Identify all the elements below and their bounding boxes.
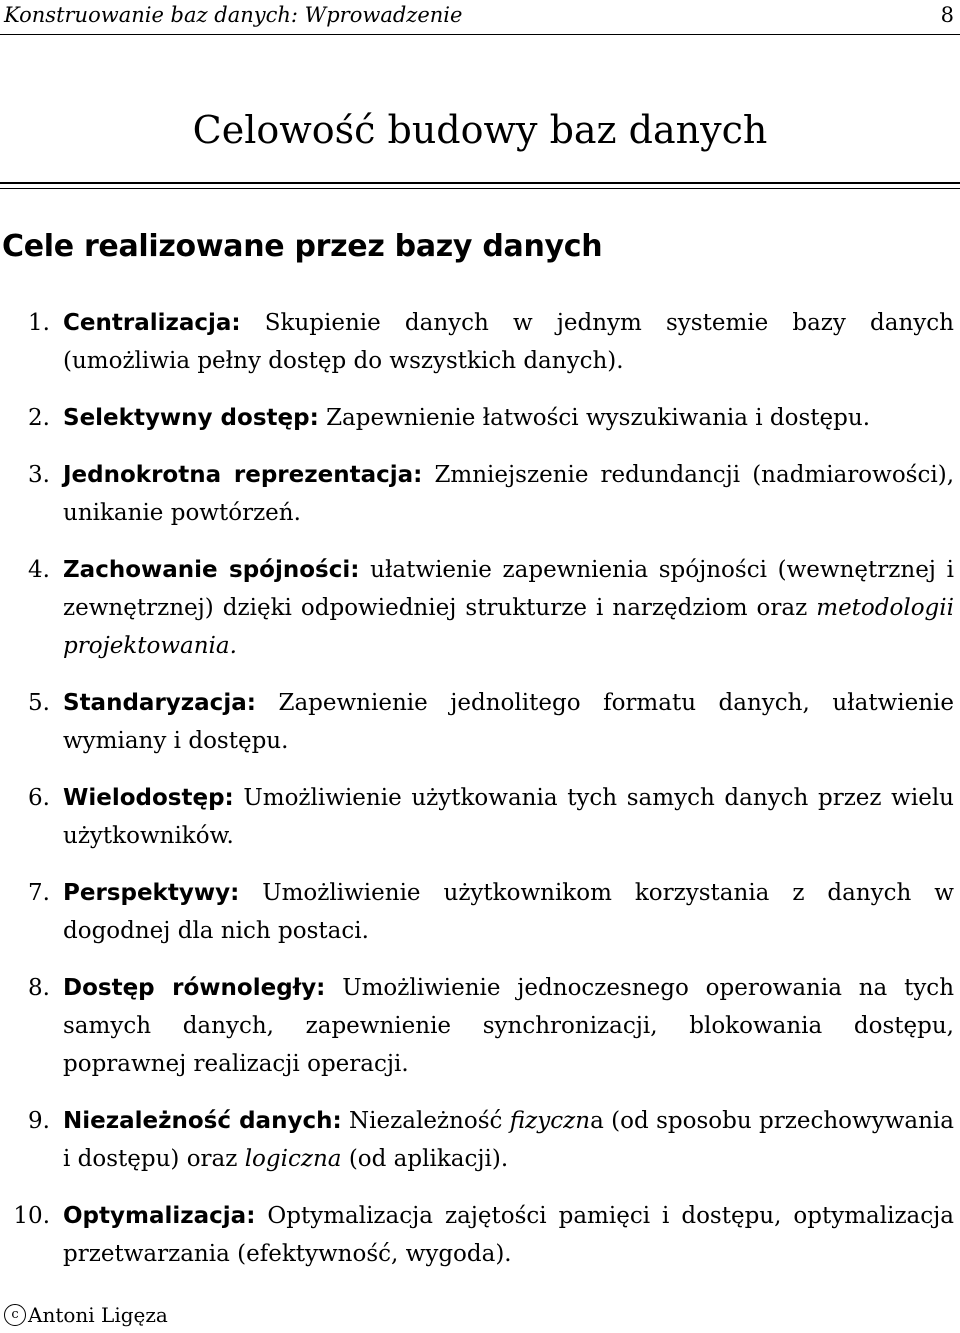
item-text: a (od sposobu przechowywania i dostępu) oraz [63,1108,954,1172]
item-text: Optymalizacja zajętości pamięci i dostępu, optymalizacja przetwarzania (efektywność, wygoda). [63,1203,954,1267]
list-item [0,304,960,380]
item-text-italic: fizyczn [509,1108,591,1134]
item-term: Optymalizacja: [63,1203,256,1229]
item-number: 1. [28,310,50,336]
item-text: Umożliwienie użytkowania tych samych danych przez wielu użytkowników. [63,785,954,849]
item-text-italic: metodologii projektowania. [63,595,954,659]
item-term: Centralizacja: [63,310,241,336]
item-term: Zachowanie spójności: [63,557,360,583]
item-term: Standaryzacja: [63,690,256,716]
item-text: Zapewnienie jednolitego formatu danych, ułatwienie wymiany i dostępu. [63,690,954,754]
list-item [0,779,960,855]
list-item [0,399,960,437]
item-number: 9. [28,1108,50,1134]
item-number: 7. [28,880,50,906]
item-number: 10. [13,1203,50,1229]
page-footer [4,1300,168,1330]
page-header [0,0,960,30]
title-divider [0,182,960,184]
list-item [0,1102,960,1178]
list-item [0,1197,960,1273]
page-number: 8 [940,3,954,27]
goals-list [0,304,960,1273]
item-text: Umożliwienie jednoczesnego operowania na tych samych danych, zapewnienie synchronizacji, blokowania dostępu, poprawnej realizacji operacji. [63,975,955,1077]
item-term: Dostęp równoległy: [63,975,326,1001]
list-item [0,969,960,1083]
item-term: Selektywny dostęp: [63,405,319,431]
item-number: 5. [28,690,50,716]
item-text: Zapewnienie łatwości wyszukiwania i dostępu. [318,405,871,431]
item-text: (od aplikacji). [341,1146,509,1172]
item-term: Jednokrotna reprezentacja: [63,462,423,488]
item-number: 3. [28,462,50,488]
item-text-italic: logiczna [244,1146,342,1172]
list-item [0,684,960,760]
author-name: Antoni Ligęza [28,1303,168,1327]
copyright-icon: c [4,1304,26,1326]
item-term: Wielodostęp: [63,785,234,811]
item-term: Perspektywy: [63,880,240,906]
item-number: 4. [28,557,50,583]
course-title: Konstruowanie baz danych: Wprowadzenie [4,3,463,27]
item-number: 8. [28,975,50,1001]
item-text: ułatwienie zapewnienia spójności (wewnętrznej i zewnętrznej) dzięki odpowiedniej strukturze i narzędziom oraz [63,557,954,621]
list-item [0,874,960,950]
item-text: Niezależność [341,1108,510,1134]
item-text: Skupienie danych w jednym systemie bazy danych (umożliwia pełny dostęp do wszystkich danych). [63,310,954,374]
title-divider-thin [0,188,960,189]
item-text: Zmniejszenie redundancji (nadmiarowości), unikanie powtórzeń. [63,462,955,526]
section-heading: Cele realizowane przez bazy danych [2,229,603,264]
list-item [0,551,960,665]
list-item [0,456,960,532]
item-number: 6. [28,785,50,811]
item-term: Niezależność danych: [63,1108,342,1134]
header-divider [0,34,960,35]
item-number: 2. [28,405,50,431]
item-text: Umożliwienie użytkownikom korzystania z danych w dogodnej dla nich postaci. [63,880,954,944]
page-title: Celowość budowy baz danych [192,108,768,152]
